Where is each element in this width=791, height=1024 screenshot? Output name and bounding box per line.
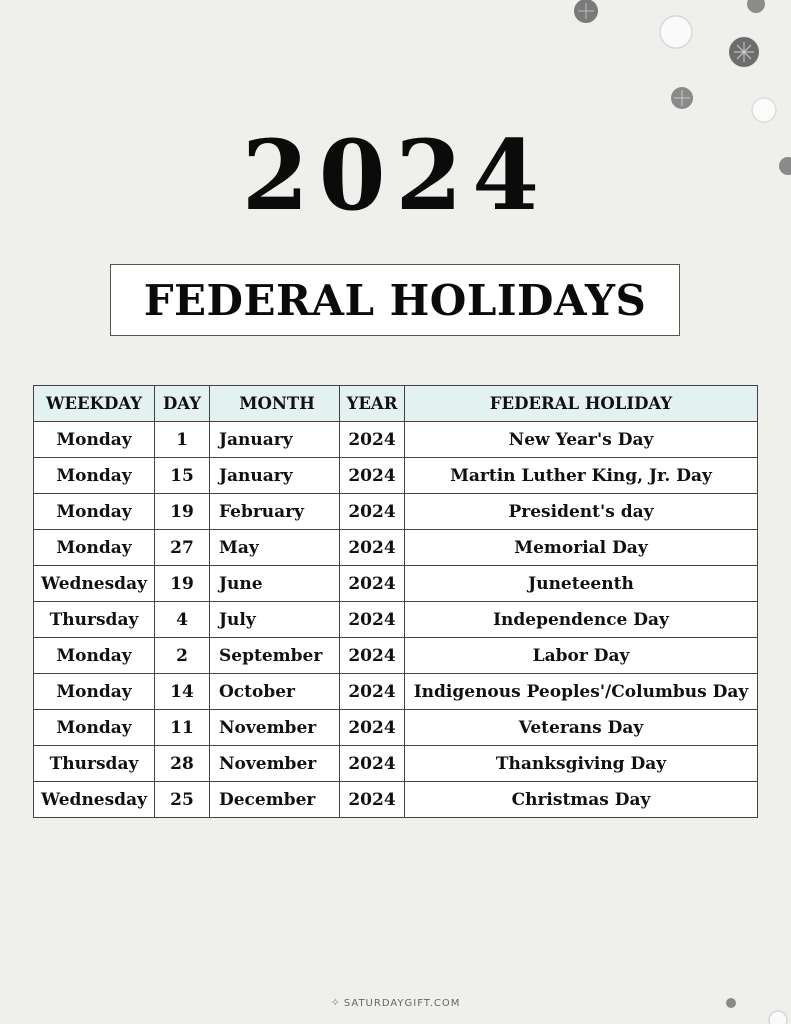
cell-holiday: Thanksgiving Day [405,746,758,782]
cell-holiday: President's day [405,494,758,530]
cell-weekday: Wednesday [34,782,155,818]
cell-day: 2 [155,638,210,674]
column-header-year: YEAR [340,386,405,422]
cell-holiday: Independence Day [405,602,758,638]
cell-holiday: Indigenous Peoples'/Columbus Day [405,674,758,710]
cell-month: July [210,602,340,638]
cell-year: 2024 [340,566,405,602]
cell-weekday: Thursday [34,746,155,782]
cell-day: 25 [155,782,210,818]
cell-year: 2024 [340,782,405,818]
cell-day: 4 [155,602,210,638]
table-row [34,674,758,710]
cell-holiday: Christmas Day [405,782,758,818]
table-row [34,638,758,674]
cell-weekday: Wednesday [34,566,155,602]
cell-holiday: Veterans Day [405,710,758,746]
confetti-dot-9 [769,1011,787,1024]
table-row [34,746,758,782]
cell-weekday: Monday [34,638,155,674]
table-row [34,422,758,458]
cell-year: 2024 [340,710,405,746]
cell-day: 19 [155,494,210,530]
cell-day: 14 [155,674,210,710]
cell-month: May [210,530,340,566]
cell-holiday: Juneteenth [405,566,758,602]
cell-holiday: New Year's Day [405,422,758,458]
column-header-month: MONTH [210,386,340,422]
cell-month: January [210,422,340,458]
table-header-row [34,386,758,422]
cell-day: 28 [155,746,210,782]
table-row [34,782,758,818]
column-header-day: DAY [155,386,210,422]
cell-day: 19 [155,566,210,602]
cell-weekday: Monday [34,710,155,746]
cell-holiday: Labor Day [405,638,758,674]
cell-day: 11 [155,710,210,746]
footer-brand-text: SATURDAYGIFT.COM [343,998,461,1009]
table-body [34,422,758,818]
star-sparkle-icon: ✧ [330,996,341,1009]
cell-weekday: Thursday [34,602,155,638]
subtitle-box [110,264,680,336]
cell-day: 1 [155,422,210,458]
cell-year: 2024 [340,494,405,530]
cell-month: January [210,458,340,494]
cell-month: September [210,638,340,674]
cell-weekday: Monday [34,422,155,458]
table-row [34,566,758,602]
cell-year: 2024 [340,746,405,782]
page-subtitle: FEDERAL HOLIDAYS [143,275,647,325]
cell-holiday: Martin Luther King, Jr. Day [405,458,758,494]
cell-weekday: Monday [34,458,155,494]
page-year-title: 2024 [241,119,550,232]
confetti-dot-3 [729,37,759,67]
cell-month: December [210,782,340,818]
cell-year: 2024 [340,422,405,458]
cell-year: 2024 [340,458,405,494]
cell-year: 2024 [340,638,405,674]
table-row [34,494,758,530]
cell-month: June [210,566,340,602]
confetti-dot-5 [671,87,693,109]
column-header-weekday: WEEKDAY [34,386,155,422]
confetti-dot-1 [574,0,598,23]
cell-weekday: Monday [34,494,155,530]
confetti-dot-2 [660,16,692,48]
holidays-table [33,385,758,818]
confetti-dot-6 [752,98,776,122]
footer-brand [0,996,791,1009]
confetti-dot-4 [747,0,765,13]
cell-holiday: Memorial Day [405,530,758,566]
table-row [34,710,758,746]
cell-year: 2024 [340,602,405,638]
table-row [34,602,758,638]
cell-day: 27 [155,530,210,566]
cell-month: November [210,746,340,782]
cell-month: October [210,674,340,710]
cell-day: 15 [155,458,210,494]
column-header-holiday: FEDERAL HOLIDAY [405,386,758,422]
table-row [34,458,758,494]
cell-weekday: Monday [34,674,155,710]
cell-year: 2024 [340,530,405,566]
cell-weekday: Monday [34,530,155,566]
table-row [34,530,758,566]
cell-month: November [210,710,340,746]
cell-year: 2024 [340,674,405,710]
cell-month: February [210,494,340,530]
